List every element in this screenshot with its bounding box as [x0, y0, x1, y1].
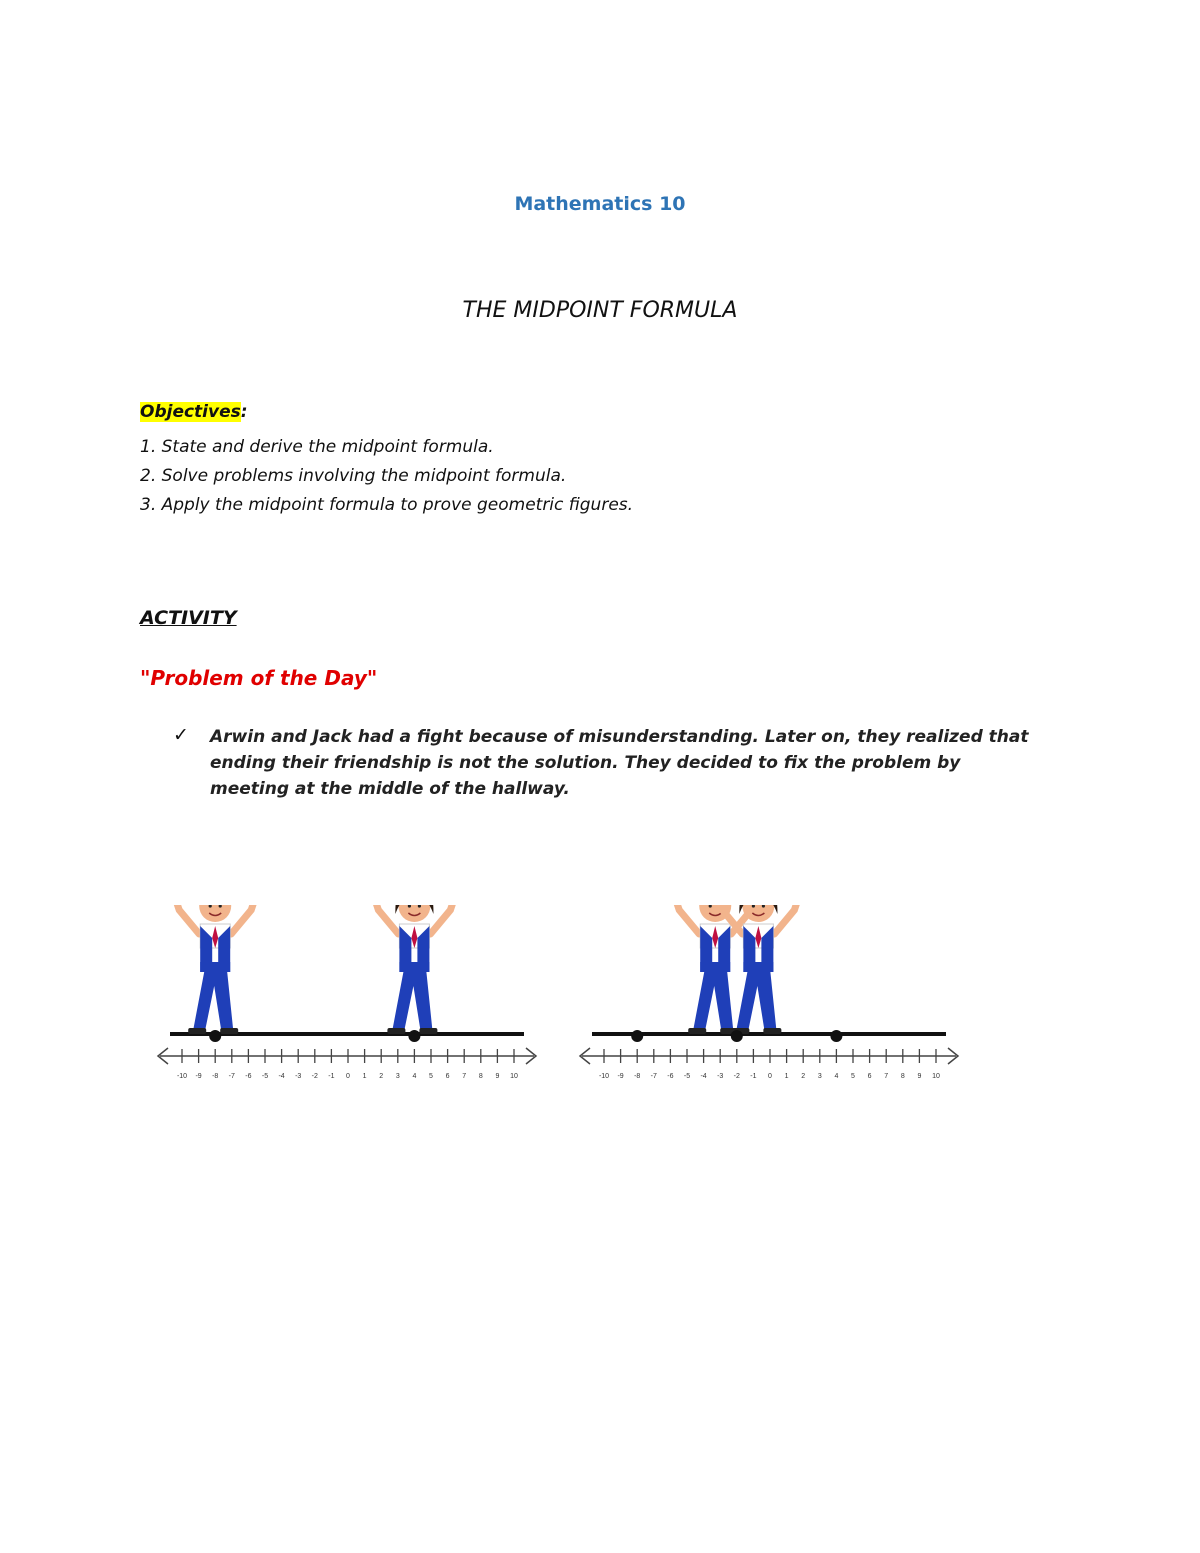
tick-label: 3: [395, 1073, 400, 1080]
shoe: [763, 1028, 781, 1034]
tick-label: 1: [784, 1073, 789, 1080]
objective-item-1: 1. State and derive the midpoint formula.: [140, 437, 494, 457]
point-marker: [631, 1030, 643, 1042]
shoe: [188, 1028, 206, 1034]
tick-label: 1: [362, 1073, 367, 1080]
tick-label: 6: [445, 1073, 450, 1080]
trousers: [392, 972, 432, 1030]
shoe: [387, 1028, 405, 1034]
number-line-illustration: [140, 905, 980, 1095]
tick-label: -2: [311, 1073, 318, 1080]
head: [398, 905, 430, 922]
tick-label: -5: [683, 1073, 691, 1080]
tick-label: 7: [884, 1073, 889, 1080]
activity-heading: ACTIVITY: [140, 607, 237, 629]
checkmark-icon: ✓: [173, 724, 189, 746]
tick-label: 10: [932, 1073, 940, 1080]
left-arm: [675, 905, 699, 934]
tick-label: 5: [429, 1073, 433, 1080]
shoe: [688, 1028, 706, 1034]
tick-label: -1: [750, 1073, 757, 1080]
tick-label: -1: [328, 1073, 335, 1080]
shoe: [220, 1028, 238, 1034]
problem-of-the-day-heading: "Problem of the Day": [140, 666, 378, 690]
tick-label: -3: [295, 1073, 302, 1080]
right-panel: [580, 905, 958, 1080]
tick-label: 4: [412, 1073, 417, 1080]
tick-label: -6: [667, 1073, 674, 1080]
tick-label: 9: [917, 1073, 922, 1080]
problem-text: Arwin and Jack had a fight because of misunderstanding. Later on, they realized that ending their friendship is not the solution. They decided to fix the problem by meeting at the middle of the hallway.: [210, 727, 1029, 799]
point-marker: [408, 1030, 420, 1042]
left-arm: [175, 905, 199, 934]
left-panel: [158, 905, 536, 1080]
head: [199, 905, 231, 922]
tick-label: 5: [851, 1073, 855, 1080]
tick-label: -2: [733, 1073, 740, 1080]
objectives-heading-colon: :: [240, 402, 248, 422]
waist: [700, 962, 730, 972]
point-marker: [731, 1030, 743, 1042]
tick-label: -10: [598, 1073, 610, 1080]
tick-label: 0: [768, 1073, 772, 1080]
tick-label: 10: [510, 1073, 518, 1080]
waist: [200, 962, 230, 972]
right-arm: [774, 905, 798, 934]
tick-label: -8: [212, 1073, 219, 1080]
tick-label: 2: [379, 1073, 384, 1080]
tick-label: 4: [834, 1073, 839, 1080]
tick-label: 6: [867, 1073, 872, 1080]
left-arm: [374, 905, 398, 934]
tick-label: -7: [650, 1073, 657, 1080]
tick-label: 3: [817, 1073, 822, 1080]
tick-label: 2: [801, 1073, 806, 1080]
objective-item-3: 3. Apply the midpoint formula to prove geometric figures.: [140, 495, 634, 515]
point-marker: [830, 1030, 842, 1042]
waist: [743, 962, 773, 972]
tick-label: -8: [634, 1073, 641, 1080]
tick-label: 8: [478, 1073, 483, 1080]
right-arm: [430, 905, 454, 934]
tick-label: -9: [617, 1073, 624, 1080]
tick-label: -10: [176, 1073, 188, 1080]
tick-label: -4: [278, 1073, 285, 1080]
trousers: [736, 972, 776, 1030]
page-header-subject: Mathematics 10: [514, 193, 686, 215]
tick-label: 8: [900, 1073, 905, 1080]
tick-label: 0: [346, 1073, 350, 1080]
objectives-heading: [140, 402, 248, 422]
tick-label: -6: [245, 1073, 252, 1080]
boy-figure-arwin: [175, 905, 255, 1034]
trousers: [693, 972, 733, 1030]
tick-label: 7: [462, 1073, 467, 1080]
document-title: THE MIDPOINT FORMULA: [462, 298, 738, 323]
waist: [399, 962, 429, 972]
tick-label: -7: [228, 1073, 235, 1080]
tick-label: -3: [717, 1073, 724, 1080]
objectives-heading-label: Objectives: [140, 402, 241, 422]
objective-item-2: 2. Solve problems involving the midpoint formula.: [140, 466, 567, 486]
tick-label: -4: [700, 1073, 707, 1080]
point-marker: [209, 1030, 221, 1042]
tick-label: -5: [261, 1073, 269, 1080]
shoe: [419, 1028, 437, 1034]
trousers: [193, 972, 233, 1030]
tick-label: 9: [495, 1073, 500, 1080]
girl-figure-jack: [374, 905, 454, 1034]
right-arm: [231, 905, 255, 934]
tick-label: -9: [195, 1073, 202, 1080]
midpoint-illustration: [140, 905, 980, 1099]
